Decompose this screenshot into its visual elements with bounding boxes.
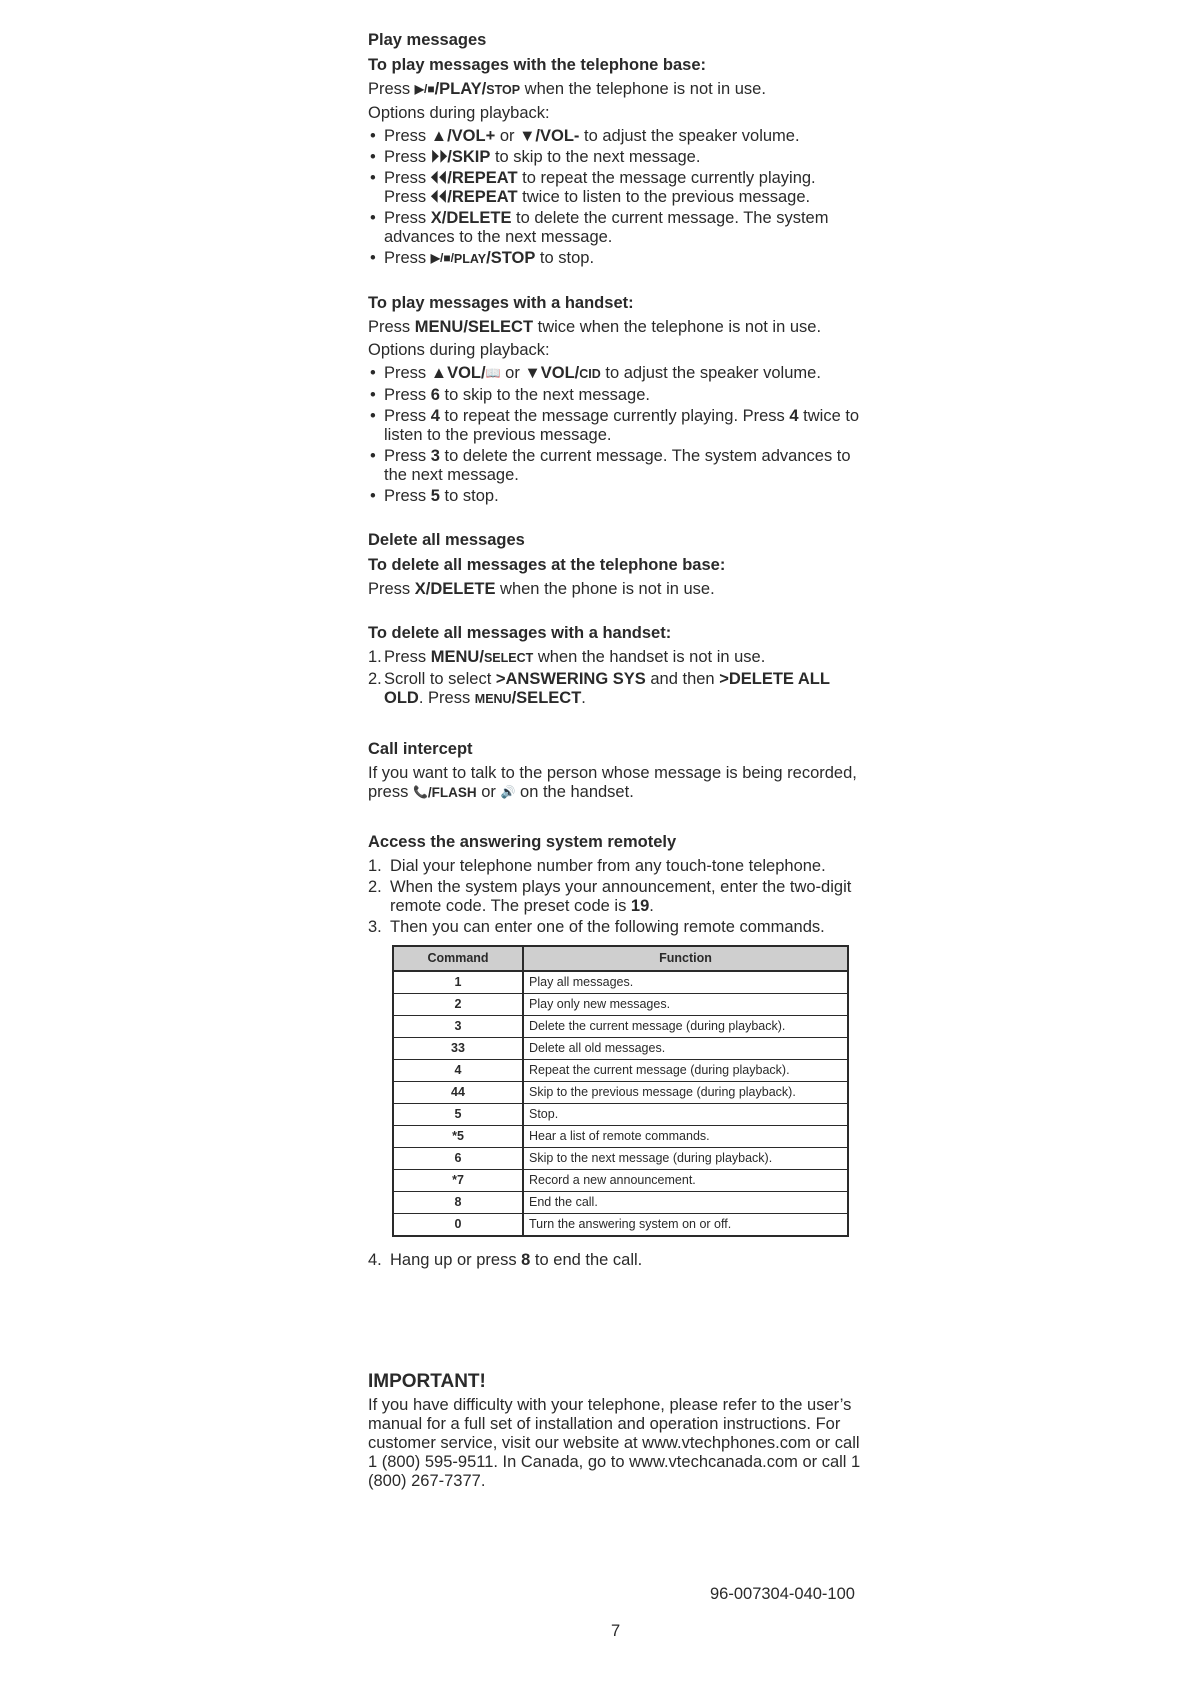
- command-cell: 44: [393, 1082, 523, 1104]
- list-item: [368, 249, 873, 269]
- table-row: [393, 1192, 848, 1214]
- text: to skip to the next message.: [439, 386, 650, 404]
- select-key: /SELECT: [511, 689, 582, 707]
- text: to repeat the message currently playing.: [517, 169, 816, 187]
- document-id: 96-007304-040-100: [710, 1585, 855, 1603]
- play-handset-section: [368, 293, 873, 506]
- text: on the handset.: [515, 783, 634, 801]
- list-item: [368, 648, 873, 668]
- call-intercept-text: [368, 764, 873, 802]
- delete-key: X/DELETE: [430, 209, 512, 227]
- list-item: [368, 386, 873, 405]
- delete-handset-steps: [368, 648, 873, 709]
- list-item: [368, 407, 873, 445]
- column-header-command: Command: [393, 946, 523, 971]
- table-row: [393, 1082, 848, 1104]
- command-cell: 0: [393, 1214, 523, 1237]
- text: to adjust the speaker volume.: [600, 364, 821, 382]
- play-key: /PLAY/: [434, 80, 487, 98]
- remote-steps: [368, 857, 873, 937]
- vol-down-key: ▼VOL/: [524, 364, 580, 382]
- text: when the handset is not in use.: [533, 648, 766, 666]
- text: and then: [645, 670, 720, 688]
- remote-access-section: [368, 832, 873, 1270]
- key-4: 4: [430, 407, 440, 425]
- text: Press: [368, 318, 415, 336]
- text: Press: [384, 364, 431, 382]
- play-stop-icon: ▶/■/: [430, 251, 454, 265]
- remote-commands-table: [392, 945, 849, 1237]
- remote-final-step: [368, 1251, 873, 1270]
- list-item: [368, 148, 873, 167]
- play-base-subheading: To play messages with the telephone base:: [368, 56, 707, 74]
- function-cell: Play all messages.: [523, 971, 848, 994]
- text: Press: [384, 127, 431, 145]
- play-key: PLAY: [453, 252, 487, 266]
- function-cell: Hear a list of remote commands.: [523, 1126, 848, 1148]
- function-cell: Play only new messages.: [523, 994, 848, 1016]
- vol-up-key: ▲VOL/: [430, 364, 486, 382]
- text: or: [476, 783, 501, 801]
- table-row: [393, 1170, 848, 1192]
- command-cell: 8: [393, 1192, 523, 1214]
- function-cell: Delete the current message (during playback).: [523, 1016, 848, 1038]
- table-row: [393, 1038, 848, 1060]
- column-header-function: Function: [523, 946, 848, 971]
- step-number: 2.: [368, 878, 382, 896]
- table-row: [393, 1214, 848, 1237]
- play-base-intro: [368, 80, 873, 100]
- text: .: [649, 897, 654, 915]
- important-section: [368, 1372, 873, 1491]
- key-5: 5: [430, 487, 440, 505]
- text: . Press: [418, 689, 475, 707]
- list-item: [368, 487, 873, 506]
- text: Press: [384, 148, 431, 166]
- play-stop-icon: ▶/■: [414, 82, 435, 96]
- play-messages-section: [368, 30, 873, 269]
- list-item: [368, 670, 873, 709]
- function-cell: Repeat the current message (during playback).: [523, 1060, 848, 1082]
- text: Then you can enter one of the following remote commands.: [390, 918, 825, 936]
- text: to adjust the speaker volume.: [579, 127, 800, 145]
- function-cell: Record a new announcement.: [523, 1170, 848, 1192]
- command-cell: *7: [393, 1170, 523, 1192]
- key-8: 8: [521, 1251, 531, 1269]
- text: If you want to talk to the person whose message is being recorded, press: [368, 764, 857, 801]
- remote-code: 19: [630, 897, 650, 915]
- text: to repeat the message currently playing. Press: [439, 407, 790, 425]
- step-number: 4.: [368, 1251, 382, 1269]
- list-item: [368, 878, 873, 916]
- text: twice to listen to the previous message.: [517, 188, 811, 206]
- list-item: [368, 918, 873, 937]
- play-messages-heading: Play messages: [368, 31, 487, 49]
- table-header-row: [393, 946, 848, 971]
- skip-key: ⏵⏵/SKIP: [430, 148, 491, 166]
- function-cell: Stop.: [523, 1104, 848, 1126]
- command-cell: 4: [393, 1060, 523, 1082]
- text: to stop.: [439, 487, 499, 505]
- important-text: If you have difficulty with your telephone, please refer to the user’s manual for a full set of installation and operation instructions. For customer service, visit our website at www.vtechphones.com or call 1 (800) 595-9511. In Canada, go to www.vtechcanada.com or call 1 (800) 267-7377.: [368, 1396, 861, 1490]
- important-heading: IMPORTANT!: [368, 1371, 486, 1392]
- list-item: [368, 127, 873, 146]
- function-cell: Skip to the previous message (during playback).: [523, 1082, 848, 1104]
- call-intercept-heading: Call intercept: [368, 740, 473, 758]
- text: Press: [384, 648, 431, 666]
- text: when the telephone is not in use.: [520, 80, 766, 98]
- text: Press: [384, 407, 431, 425]
- play-handset-options-label: Options during playback:: [368, 341, 550, 359]
- menu-key: MENU: [474, 692, 512, 706]
- table-row: [393, 1148, 848, 1170]
- table-row: [393, 994, 848, 1016]
- document-body: [368, 30, 873, 1495]
- text: Press: [384, 249, 431, 267]
- function-cell: Skip to the next message (during playback).: [523, 1148, 848, 1170]
- delete-key: X/DELETE: [414, 580, 496, 598]
- step-number: 1.: [368, 648, 382, 666]
- page-number: 7: [611, 1622, 621, 1640]
- list-item: [368, 169, 873, 207]
- table-row: [393, 971, 848, 994]
- text: to end the call.: [530, 1251, 643, 1269]
- text: Scroll to select: [384, 670, 496, 688]
- text: When the system plays your announcement, enter the two-digit remote code. The preset code is: [390, 878, 852, 915]
- delete-handset-section: [368, 623, 873, 709]
- key-6: 6: [430, 386, 440, 404]
- play-handset-subheading: To play messages with a handset:: [368, 294, 634, 312]
- play-base-options-label: Options during playback:: [368, 104, 550, 122]
- text: to stop.: [535, 249, 595, 267]
- repeat-key: ⏴⏴/REPEAT: [430, 169, 518, 187]
- function-cell: End the call.: [523, 1192, 848, 1214]
- step-number: 3.: [368, 918, 382, 936]
- vol-down-key: ▼/VOL-: [519, 127, 580, 145]
- key-3: 3: [430, 447, 440, 465]
- menu-key: MENU/: [430, 648, 484, 666]
- answering-sys-option: >ANSWERING SYS: [495, 670, 646, 688]
- call-intercept-section: [368, 739, 873, 802]
- table-row: [393, 1104, 848, 1126]
- text: Press: [384, 386, 431, 404]
- text: Hang up or press: [390, 1251, 522, 1269]
- play-handset-intro: [368, 318, 873, 337]
- list-item: [368, 209, 873, 247]
- play-handset-options-list: [368, 364, 873, 506]
- text: .: [581, 689, 586, 707]
- table-row: [393, 1126, 848, 1148]
- text: to delete the current message. The system advances to the next message.: [384, 209, 829, 246]
- step-number: 2.: [368, 670, 382, 688]
- list-item: [368, 857, 873, 876]
- text: to skip to the next message.: [490, 148, 701, 166]
- flash-key: /FLASH: [427, 785, 477, 800]
- text: or: [500, 364, 525, 382]
- select-key: SELECT: [483, 651, 534, 665]
- command-cell: 33: [393, 1038, 523, 1060]
- command-cell: 5: [393, 1104, 523, 1126]
- delete-heading: Delete all messages: [368, 531, 525, 549]
- text: when the phone is not in use.: [495, 580, 715, 598]
- table-row: [393, 1060, 848, 1082]
- text: to delete the current message. The system advances to the next message.: [384, 447, 851, 484]
- text: Press: [368, 580, 415, 598]
- delete-base-subheading: To delete all messages at the telephone base:: [368, 556, 726, 574]
- step-number: 1.: [368, 857, 382, 875]
- play-base-options-list: [368, 127, 873, 269]
- text: or: [495, 127, 520, 145]
- delete-all-old-option: >DELETE ALL OLD: [384, 670, 830, 707]
- command-cell: 3: [393, 1016, 523, 1038]
- text: Press: [384, 169, 431, 187]
- delete-base-text: [368, 580, 873, 599]
- speaker-icon: 🔊: [500, 785, 516, 799]
- command-cell: 6: [393, 1148, 523, 1170]
- list-item: [368, 447, 873, 485]
- text: Press: [368, 80, 415, 98]
- repeat-key: ⏴⏴/REPEAT: [430, 188, 518, 206]
- stop-key: /STOP: [486, 249, 536, 267]
- talk-icon: 📞: [412, 785, 428, 799]
- list-item: [368, 364, 873, 384]
- menu-select-key: MENU/SELECT: [414, 318, 534, 336]
- text: Press: [384, 209, 431, 227]
- remote-access-heading: Access the answering system remotely: [368, 833, 677, 851]
- command-cell: 2: [393, 994, 523, 1016]
- text: twice to listen to the previous message.: [384, 407, 860, 444]
- text: Press: [384, 188, 431, 206]
- function-cell: Turn the answering system on or off.: [523, 1214, 848, 1237]
- table-row: [393, 1016, 848, 1038]
- command-cell: *5: [393, 1126, 523, 1148]
- text: Press: [384, 447, 431, 465]
- list-item: [368, 1251, 873, 1270]
- vol-up-key: ▲/VOL+: [430, 127, 496, 145]
- delete-base-section: [368, 530, 873, 599]
- key-4: 4: [789, 407, 799, 425]
- cid-key: CID: [579, 367, 601, 381]
- text: twice when the telephone is not in use.: [533, 318, 822, 336]
- book-icon: 📖: [485, 366, 501, 380]
- text: Dial your telephone number from any touch-tone telephone.: [390, 857, 826, 875]
- command-cell: 1: [393, 971, 523, 994]
- stop-key: STOP: [486, 83, 521, 97]
- table-body: [393, 971, 848, 1236]
- function-cell: Delete all old messages.: [523, 1038, 848, 1060]
- delete-handset-subheading: To delete all messages with a handset:: [368, 624, 672, 642]
- spacer: [368, 1272, 873, 1372]
- text: Press: [384, 487, 431, 505]
